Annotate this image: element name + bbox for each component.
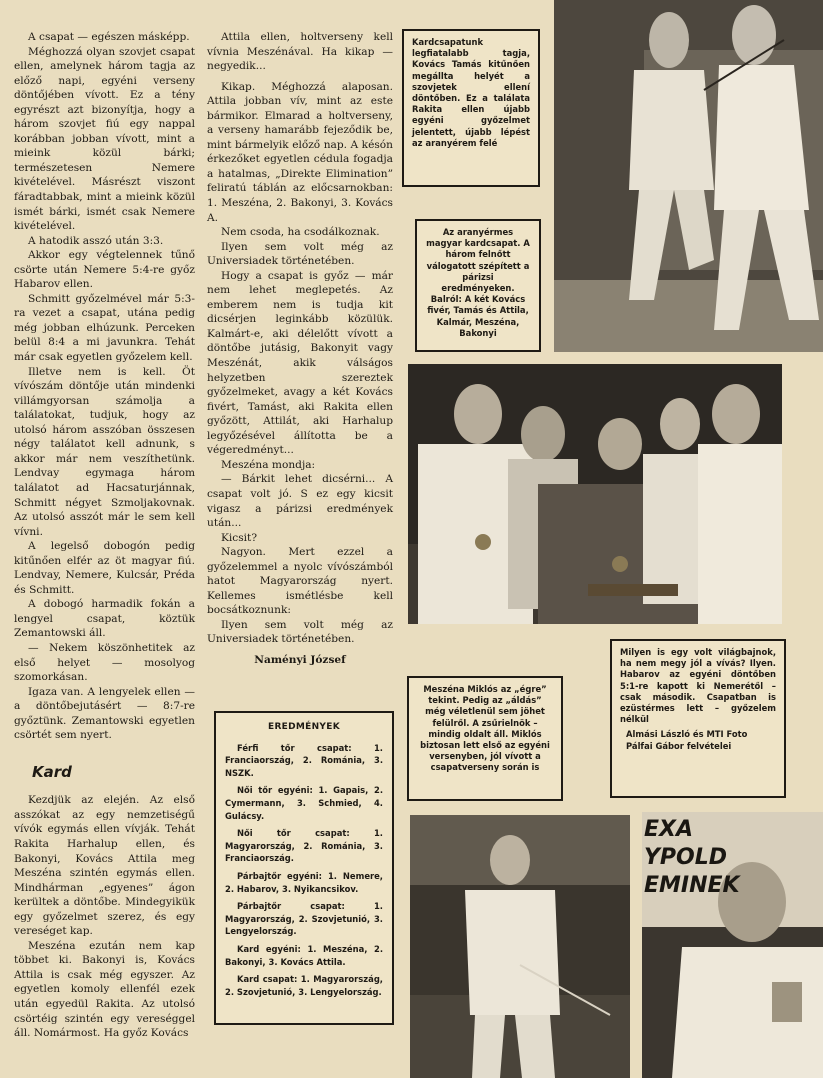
section-heading-kard: Kard bbox=[32, 762, 72, 781]
paragraph: A legelső dobogón pedig kitűnően elfér az öt magyar fiú. Lendvay, Nemere, Kulcsár, Préda és Schmitt. bbox=[14, 540, 195, 596]
paragraph: Nem csoda, ha csodálkoznak. bbox=[221, 226, 380, 239]
results-title: EREDMÉNYEK bbox=[268, 722, 340, 732]
author-signature: Naményi József bbox=[254, 653, 346, 666]
result-item: Férfi tőr csapat: 1. Franciaország, 2. Románia, 3. NSZK. bbox=[225, 742, 383, 778]
photo-caption-meszena: Meszéna Miklós az „égre” tekint. Pedig az „áldás” még véletlenül sem jöhet felülről. A zsűrielnök – mindig oldalt áll. Miklós biztosan lett első az egyéni versenyben, jól vívott a csapatverseny során is bbox=[407, 676, 563, 801]
article-column-1 bbox=[14, 30, 195, 1041]
paragraph: — Nekem köszönhetitek az első helyet — mosolyog szomorkásan. bbox=[14, 641, 195, 684]
paragraph: Kikap. Méghozzá alaposan. Attila jobban vív, mint az este bármikor. Elmarad a holtverseny, a verseny hamarább fejeződik be, mint bármelyik előző nap. A késón érkezőket egyetlen cédula fogadja a hatalmas, „Direkte Elimination” feliratú táblán az előcsarnokban: 1. Meszéna, 2. Bakonyi, 3. Kovács A. bbox=[207, 80, 393, 224]
paragraph: Hogy a csapat is győz — már nem lehet meglepetés. Az emberem nem is tudja kit dicsérjen leginkább közülük. Kalmárt-e, aki délelőtt vívott a döntőbe jutásig, Bakonyit vagy Meszénát, akik válságos helyzetben szereztek győzelmeket, avagy a két Kovács fivért, Tamást, aki Rakita ellen győzött, Attilát, aki Harhalup legyőzésével állította be a végeredményt... bbox=[207, 269, 393, 457]
paragraph: Meszéna mondja: bbox=[221, 458, 316, 471]
paragraph: Méghozzá olyan szovjet csapat ellen, amelynek három tagja az előző napi, egyéni verseny döntőjében vívott. Ez a tény egyrészt azt bizonyítja, hogy a három szovjet fiú egy nappal korábban jobban vívott, mint a mieink közül bárki; természetesen Nemere kivételével. Másrészt viszont fáradtabbak, mint a mieink közül ismét bárki, ismét csak Nemere kivételével. bbox=[14, 45, 195, 233]
paragraph: A dobogó harmadik fokán a lengyel csapat, köztük Zemantowski áll. bbox=[14, 598, 195, 640]
paragraph: Ilyen sem volt még az Universiadek történetében. bbox=[207, 618, 393, 646]
paragraph: Meszéna ezután nem kap többet ki. Bakonyi is, Kovács Attila is csak még egyszer. Az egyetlen komoly ellenfél ezek után egyedül Rakita. Az utolsó csörtéig szintén egy vereséggel áll. Nomármost. Ha győz Kovács bbox=[14, 939, 195, 1040]
paragraph: A hatodik asszó után 3:3. bbox=[28, 234, 164, 247]
photo-caption-habarov: Milyen is egy volt világbajnok, ha nem megy jól a vívás? Ilyen. Habarov az egyéni döntőben 5:1-re kapott ki Nemerétől – csak második. Csapatban is ezüstérmes lett – győzelem nélkül Almási László és MTI Foto Pálfai Gábor felvételei bbox=[610, 639, 786, 798]
result-item: Női tőr egyéni: 1. Gapais, 2. Cymermann, 3. Schmied, 4. Gulácsy. bbox=[225, 785, 383, 821]
photo-fencing-bout bbox=[554, 0, 823, 352]
paragraph: — Bárkit lehet dicsérni... A csapat volt jó. S ez egy kicsit vigasz a párizsi eredmények után... bbox=[207, 473, 393, 530]
photo-team-medals bbox=[408, 364, 782, 624]
sign-text: EXA YPOLD EMINEK bbox=[644, 817, 740, 898]
paragraph: A csapat — egészen másképp. bbox=[28, 31, 190, 43]
team-figures bbox=[408, 364, 782, 624]
paragraph: Illetve nem is kell. Öt vívószám döntője után mindenki villámgyorsan számolja a találatokat, tudjuk, hogy az utolsó három asszóban összesen négy találatot kell adnunk, s akkor már nem veszíthetünk. Lendvay egymaga három találatot ad Hacsaturjánnak, Schmitt négyet Szmoljakovnak. Az utolsó asszót már le sem kell vívni. bbox=[14, 365, 195, 538]
meszena-figure bbox=[410, 815, 630, 1078]
results-box bbox=[214, 711, 394, 1025]
article-column-2 bbox=[207, 30, 393, 668]
paragraph: Igaza van. A lengyelek ellen — a döntőbejutásért — 8:7-re győztünk. Zemantowski egyetlen csörtét sem nyert. bbox=[14, 685, 195, 742]
result-item: Női tőr csapat: 1. Magyarország, 2. Románia, 3. Franciaország. bbox=[225, 828, 383, 864]
paragraph: Akkor egy végtelennek tűnő csörte után Nemere 5:4-re győz Habarov ellen. bbox=[14, 249, 195, 291]
photo-caption-fencing-bout: Kardcsapatunk legfiatalabb tagja, Kovács Tamás kitűnően megállta helyét a szovjetek ellení döntőben. Ez a találata Rakita ellen újabb egyéni győzelmet jelentett, újabb lépést az aranyérem felé bbox=[402, 29, 540, 187]
photo-credit: Almási László és MTI Foto Pálfai Gábor felvételei bbox=[626, 729, 748, 751]
photo-habarov bbox=[642, 812, 823, 1078]
result-item: Párbajtőr csapat: 1. Magyarország, 2. Szovjetunió, 3. Lengyelország. bbox=[225, 901, 383, 937]
photo-caption-team: Az aranyérmes magyar kardcsapat. A három felnőtt válogatott szépített a párizsi eredményeken. Balról: A két Kovács fivér, Tamás és Attila, Kalmár, Meszéna, Bakonyi bbox=[415, 219, 541, 352]
fencing-bout-figures bbox=[554, 0, 823, 352]
result-item: Párbajtőr egyéni: 1. Nemere, 2. Habarov, 3. Nyikancsikov. bbox=[225, 870, 383, 894]
paragraph: Schmitt győzelmével már 5:3-ra vezet a csapat, utána pedig még jobban elhúzunk. Perceken belül 8:4 a mi javunkra. Tehát már csak egyetlen győzelem kell. bbox=[14, 292, 195, 364]
result-item: Kard csapat: 1. Magyarország, 2. Szovjetunió, 3. Lengyelország. bbox=[225, 974, 383, 997]
paragraph: Ilyen sem volt még az Universiadek történetében. bbox=[207, 240, 393, 268]
paragraph: Kezdjük az elején. Az első asszókat az egy nemzetiségű vívók egymás ellen vívják. Tehát Rakita Harhalup ellen, és Bakonyi, Kovács Attila meg Meszéna szintén egymás ellen. Mindhárman „egyenes” ágon kerültek a döntőbe. Mindegyikük egy győzelmet szerez, és egy vereséget kap. bbox=[14, 794, 195, 938]
result-item: Kard egyéni: 1. Meszéna, 2. Bakonyi, 3. Kovács Attila. bbox=[225, 943, 383, 967]
paragraph: Attila ellen, holtverseny kell vívnia Meszénával. Ha kikap — negyedik... bbox=[207, 31, 393, 73]
paragraph: Kicsit? bbox=[221, 531, 257, 544]
photo-meszena bbox=[410, 815, 630, 1078]
paragraph: Nagyon. Mert ezzel a győzelemmel a nyolc vívószámból hatot Magyarország nyert. Kellemes ismétlésbe kell bocsátkoznunk: bbox=[207, 546, 393, 617]
